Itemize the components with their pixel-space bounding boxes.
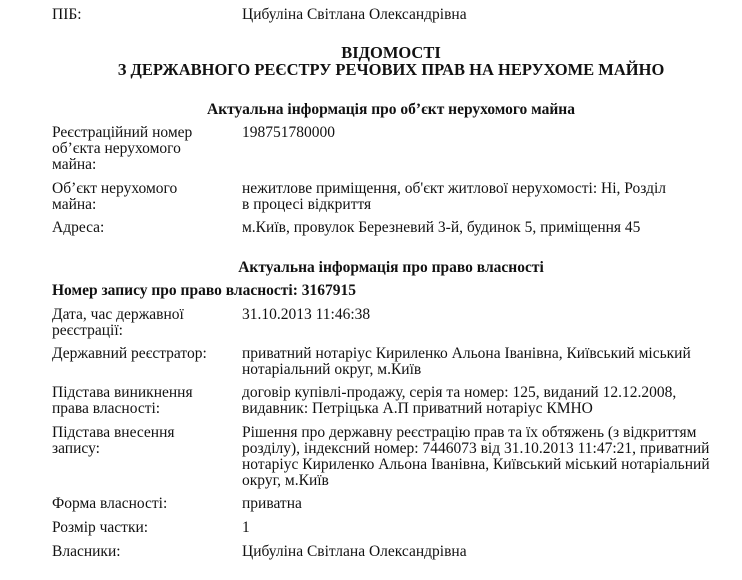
field-property-object bbox=[52, 181, 732, 213]
document-title-line2: З ДЕРЖАВНОГО РЕЄСТРУ РЕЧОВИХ ПРАВ НА НЕРУХОМЕ МАЙНО bbox=[117, 60, 665, 79]
field-value: 198751780000 bbox=[242, 124, 335, 141]
field-value: приватна bbox=[242, 495, 302, 512]
field-value: договір купівлі-продажу, серія та номер: 125, виданий 12.12.2008, видавник: Петріцька А.П приватний нотаріус КМНО bbox=[242, 384, 677, 417]
field-ownership-basis bbox=[52, 385, 732, 417]
field-label: Підстава внесення запису: bbox=[52, 424, 175, 457]
field-value: 1 bbox=[242, 519, 250, 536]
field-ownership-form bbox=[52, 496, 732, 512]
field-value: 31.10.2013 11:46:38 bbox=[242, 306, 371, 323]
field-label: Державний реєстратор: bbox=[52, 345, 207, 362]
pib-value: Цибуліна Світлана Олександрівна bbox=[242, 6, 467, 23]
field-label: Підстава виникнення права власності: bbox=[52, 384, 193, 417]
ownership-record-number: Номер запису про право власності: 3167915 bbox=[52, 282, 357, 299]
field-value: Рішення про державну реєстрацію прав та їх обтяжень (з відкриттям розділу), індексний номер: 7446073 від 31.10.2013 11:47:21, приватний нотаріус Кириленко Альона Іванівна, Київський міський нотаріальний округ, м.Київ bbox=[242, 424, 710, 489]
field-value: приватний нотаріус Кириленко Альона Іванівна, Київський міський нотаріальний округ, м.Київ bbox=[242, 345, 691, 378]
field-label: Об’єкт нерухомого майна: bbox=[52, 180, 178, 213]
field-label: Власники: bbox=[52, 543, 121, 560]
pib-label: ПІБ: bbox=[52, 6, 82, 23]
field-label: Форма власності: bbox=[52, 495, 168, 512]
object-section-heading: Актуальна інформація про об’єкт нерухомого майна bbox=[207, 101, 575, 118]
field-record-basis bbox=[52, 425, 732, 489]
field-value: м.Київ, провулок Березневий 3-й, будинок 5, приміщення 45 bbox=[242, 219, 641, 236]
field-value: Цибуліна Світлана Олександрівна bbox=[242, 543, 467, 560]
field-state-registrar bbox=[52, 346, 732, 378]
field-label: Реєстраційний номер об’єкта нерухомого майна: bbox=[52, 124, 193, 173]
field-value: нежитлове приміщення, об'єкт житлової нерухомості: Ні, Розділ в процесі відкриття bbox=[242, 180, 667, 213]
field-label: Розмір частки: bbox=[52, 519, 149, 536]
field-owners bbox=[52, 544, 732, 560]
document-title-line1: ВІДОМОСТІ bbox=[341, 43, 441, 62]
field-share-size bbox=[52, 520, 732, 536]
field-registration-number bbox=[52, 125, 732, 173]
field-label: Дата, час державної реєстрації: bbox=[52, 306, 184, 339]
ownership-section-heading: Актуальна інформація про право власності bbox=[238, 259, 544, 276]
field-registration-date bbox=[52, 307, 732, 339]
field-address bbox=[52, 220, 732, 236]
field-label: Адреса: bbox=[52, 219, 105, 236]
pib-row bbox=[52, 7, 467, 23]
